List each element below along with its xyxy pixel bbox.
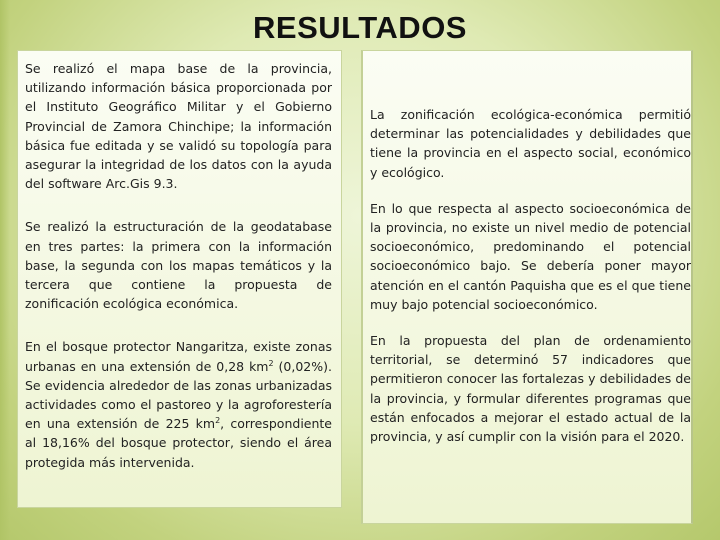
superscript-squared: 2 [215, 416, 221, 426]
left-paragraph-3-text-b: (0,02%). Se evidencia alrededor de las zonas urbanizadas actividades como el pastoreo y la agroforestería en una extensión de 225 km [25, 358, 332, 432]
slide-title: RESULTADOS [253, 10, 467, 45]
left-paragraph-3-text-a: En el bosque protector Nangaritza, existe zonas urbanas en una extensión de 0,28 km [25, 339, 332, 374]
left-paragraph-3 [25, 337, 332, 471]
right-paragraph-1: La zonificación ecológica-económica permitió determinar las potencialidades y debilidades que tiene la provincia en el aspecto social, económico y ecológico. [370, 107, 691, 180]
superscript-squared: 2 [268, 358, 274, 368]
background-accent [0, 0, 10, 540]
left-paragraph-3-text-c: , correspondiente al 18,16% del bosque protector, siendo el área protegida más intervenida. [25, 416, 332, 470]
right-text-panel [361, 50, 693, 524]
right-paragraph-2: En lo que respecta al aspecto socioeconómica de la provincia, no existe un nivel medio de potencial socioeconómico, predominando el potencial socioeconómico bajo. Se debería poner mayor atención en el cantón Paquisha que es el que tiene muy bajo potencial socioeconómico. [370, 200, 691, 312]
right-paragraph-3: En la propuesta del plan de ordenamiento territorial, se determinó 57 indicadores que permitieron conocer las fortalezas y debilidades de la provincia, y formular diferentes programas que están enfocados a mejorar el estado actual de la provincia, y así cumplir con la visión para el 2020. [370, 333, 691, 445]
left-paragraph-2: Se realizó la estructuración de la geodatabase en tres partes: la primera con la información base, la segunda con los mapas temáticos y la tercera que contiene la propuesta de zonificación ecológica económica. [25, 219, 332, 312]
left-text-panel [17, 50, 342, 508]
left-paragraph-1: Se realizó el mapa base de la provincia, utilizando información básica proporcionada por el Instituto Geográfico Militar y el Gobierno Provincial de Zamora Chinchipe; la información básica fue editada y se validó su topología para asegurar la integridad de los datos con la ayuda del software Arc.Gis 9.3. [25, 61, 332, 192]
